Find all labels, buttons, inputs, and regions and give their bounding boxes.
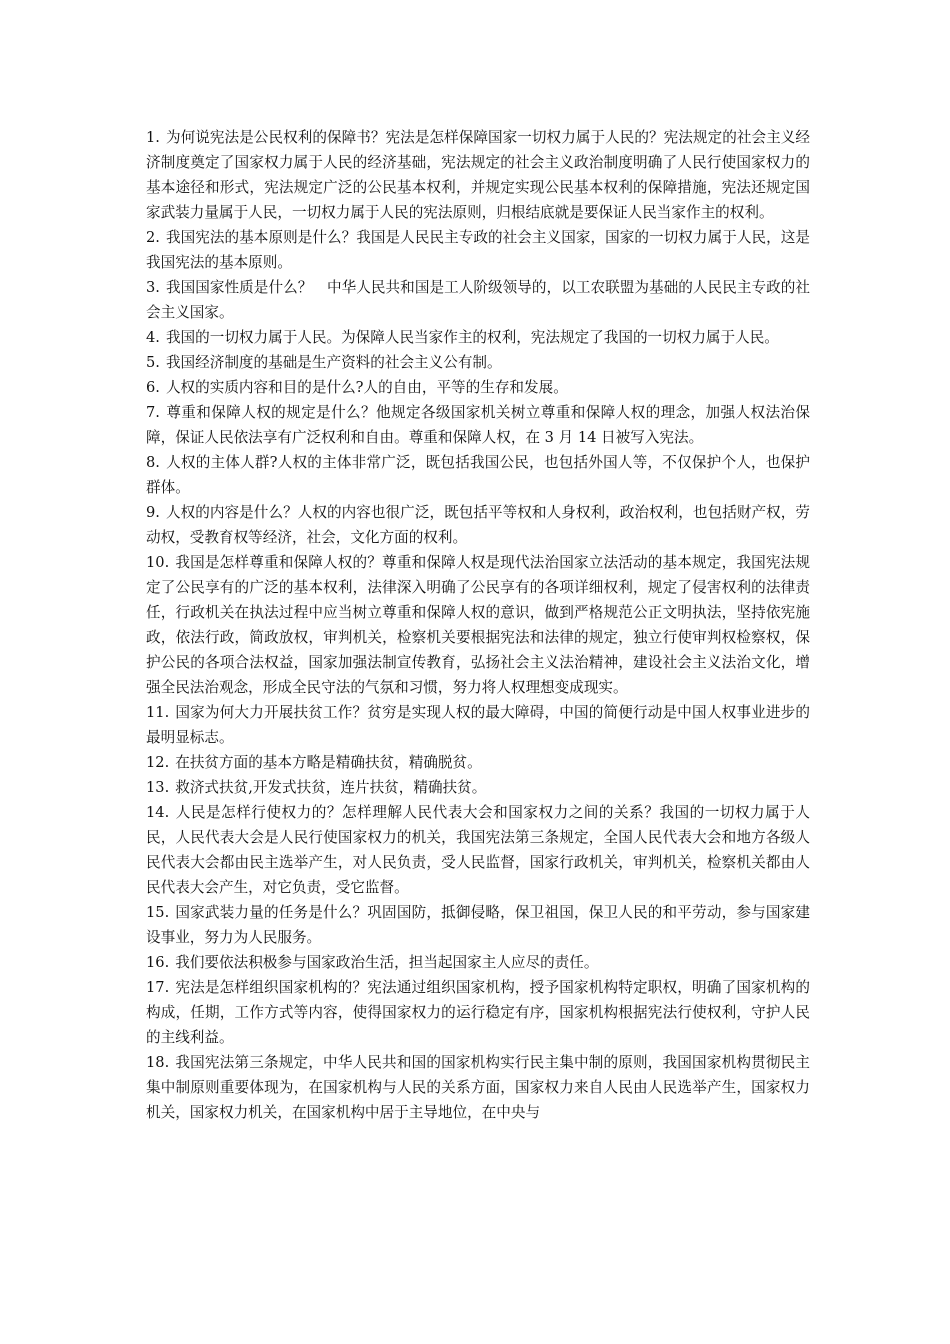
item-number: 12. [146, 754, 170, 771]
item-text: 我国宪法第三条规定，中华人民共和国的国家机构实行民主集中制的原则，我国国家机构贯彻民主集中制原则重要体现为，在国家机构与人民的关系方面，国家权力来自人民由人民选举产生，国家权力机关，国家权力机关，在国家机构中居于主导地位，在中央与 [146, 1054, 810, 1121]
list-item [146, 450, 810, 500]
item-text: 我国经济制度的基础是生产资料的社会主义公有制。 [165, 354, 502, 371]
item-text: 我国国家性质是什么？ 中华人民共和国是工人阶级领导的，以工农联盟为基础的人民民主专政的社会主义国家。 [146, 279, 810, 321]
item-number: 11. [146, 704, 170, 721]
item-text: 人权的主体人群?人权的主体非常广泛，既包括我国公民，也包括外国人等，不仅保护个人，也保护群体。 [146, 454, 810, 496]
list-item [146, 400, 810, 450]
list-item [146, 700, 810, 750]
list-item [146, 375, 810, 400]
list-item [146, 775, 810, 800]
item-text: 我国是怎样尊重和保障人权的？尊重和保障人权是现代法治国家立法活动的基本规定，我国宪法规定了公民享有的广泛的基本权利，法律深入明确了公民享有的各项详细权利，规定了侵害权利的法律责任，行政机关在执法过程中应当树立尊重和保障人权的意识，做到严格规范公正文明执法，坚持依宪施政，依法行政，简政放权，审判机关，检察机关要根据宪法和法律的规定，独立行使审判权检察权，保护公民的各项合法权益，国家加强法制宣传教育，弘扬社会主义法治精神，建设社会主义法治文化，增强全民法治观念，形成全民守法的气氛和习惯，努力将人权理想变成现实。 [146, 554, 810, 696]
item-text: 国家为何大力开展扶贫工作？贫穷是实现人权的最大障碍，中国的简便行动是中国人权事业进步的最明显标志。 [146, 704, 810, 746]
item-number: 16. [146, 954, 170, 971]
item-number: 17. [146, 979, 170, 996]
list-item [146, 900, 810, 950]
list-item [146, 125, 810, 225]
list-item [146, 325, 810, 350]
item-text: 人民是怎样行使权力的？怎样理解人民代表大会和国家权力之间的关系？我国的一切权力属于人民，人民代表大会是人民行使国家权力的机关，我国宪法第三条规定，全国人民代表大会和地方各级人民代表大会都由民主选举产生，对人民负责，受人民监督，国家行政机关，审判机关，检察机关都由人民代表大会产生，对它负责，受它监督。 [146, 804, 810, 896]
item-number: 9. [146, 504, 160, 521]
list-item [146, 550, 810, 700]
item-text: 在扶贫方面的基本方略是精确扶贫，精确脱贫。 [175, 754, 482, 771]
list-item [146, 500, 810, 550]
item-number: 7. [146, 404, 160, 421]
item-text: 宪法是怎样组织国家机构的？宪法通过组织国家机构，授予国家机构特定职权，明确了国家机构的构成，任期，工作方式等内容，使得国家权力的运行稳定有序，国家机构根据宪法行使权利，守护人民的主线利益。 [146, 979, 810, 1046]
item-number: 5. [146, 354, 160, 371]
item-text: 人权的实质内容和目的是什么?人的自由，平等的生存和发展。 [165, 379, 568, 396]
item-text: 国家武装力量的任务是什么？巩固国防，抵御侵略，保卫祖国，保卫人民的和平劳动，参与国家建设事业，努力为人民服务。 [146, 904, 810, 946]
item-number: 2. [146, 229, 160, 246]
item-number: 13. [146, 779, 170, 796]
item-text: 救济式扶贫,开发式扶贫，连片扶贫，精确扶贫。 [175, 779, 487, 796]
list-item [146, 275, 810, 325]
item-number: 4. [146, 329, 160, 346]
item-number: 3. [146, 279, 160, 296]
item-text: 我国宪法的基本原则是什么？我国是人民民主专政的社会主义国家，国家的一切权力属于人民，这是我国宪法的基本原则。 [146, 229, 810, 271]
list-item [146, 950, 810, 975]
item-text: 我们要依法积极参与国家政治生活，担当起国家主人应尽的责任。 [175, 954, 599, 971]
item-text: 我国的一切权力属于人民。为保障人民当家作主的权利，宪法规定了我国的一切权力属于人民。 [165, 329, 779, 346]
item-number: 6. [146, 379, 160, 396]
item-number: 14. [146, 804, 170, 821]
item-number: 10. [146, 554, 170, 571]
list-item [146, 225, 810, 275]
item-number: 18. [146, 1054, 170, 1071]
item-number: 1. [146, 129, 160, 146]
list-item [146, 1050, 810, 1125]
list-item [146, 750, 810, 775]
item-number: 8. [146, 454, 160, 471]
list-item [146, 800, 810, 900]
list-item [146, 350, 810, 375]
item-number: 15. [146, 904, 170, 921]
item-text: 人权的内容是什么？人权的内容也很广泛，既包括平等权和人身权利，政治权利，也包括财产权，劳动权，受教育权等经济，社会，文化方面的权利。 [146, 504, 810, 546]
document-body [146, 125, 810, 1125]
item-text: 尊重和保障人权的规定是什么？他规定各级国家机关树立尊重和保障人权的理念，加强人权法治保障，保证人民依法享有广泛权利和自由。尊重和保障人权，在 3 月 14 日被写入宪法。 [146, 404, 810, 446]
item-text: 为何说宪法是公民权利的保障书？宪法是怎样保障国家一切权力属于人民的？宪法规定的社会主义经济制度奠定了国家权力属于人民的经济基础，宪法规定的社会主义政治制度明确了人民行使国家权力的基本途径和形式，宪法规定广泛的公民基本权利，并规定实现公民基本权利的保障措施，宪法还规定国家武装力量属于人民，一切权力属于人民的宪法原则，归根结底就是要保证人民当家作主的权利。 [146, 129, 810, 221]
list-item [146, 975, 810, 1050]
